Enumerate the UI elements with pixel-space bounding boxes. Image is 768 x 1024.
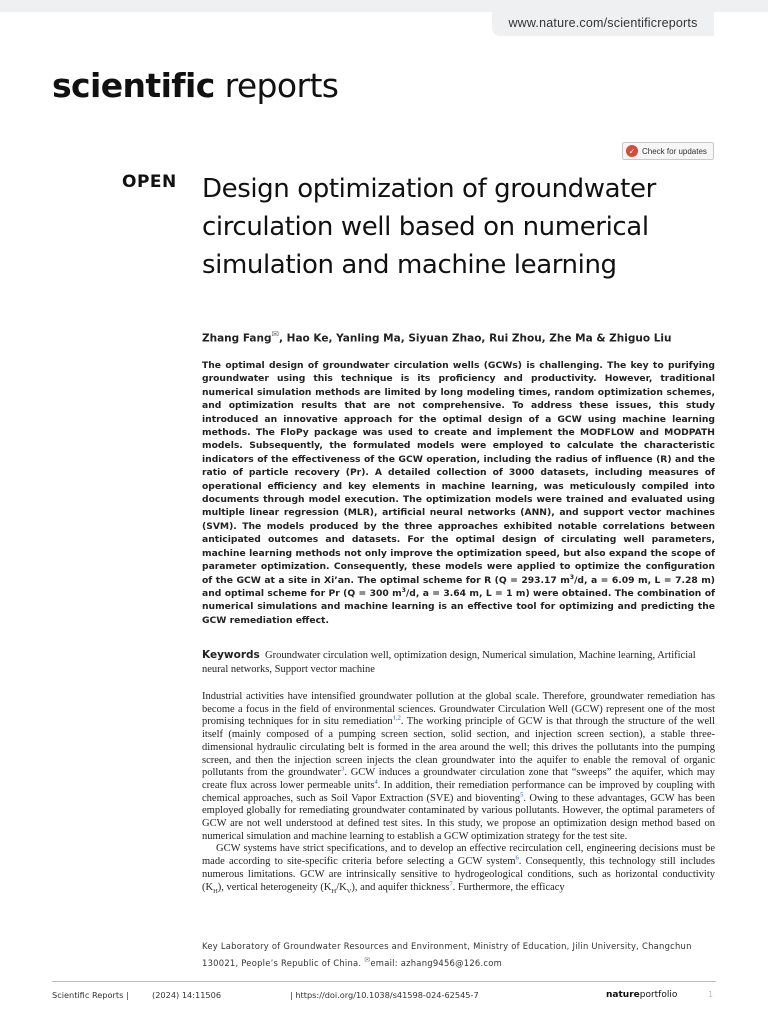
keywords bbox=[202, 648, 717, 677]
brand-light: portfolio bbox=[639, 990, 678, 1000]
article-title: Design optimization of groundwater circulation well based on numerical simulation and machine learning bbox=[202, 174, 656, 280]
abstract-part-1: The optimal design of groundwater circulation wells (GCWs) is challenging. The key to purifying groundwater using this technique is its proficiency and productivity. However, traditional numerical simulation methods are limited by long modeling times, random optimization schemes, and optimization results that are not comprehensive. To address these issues, this study introduced an innovative approach for the optimal design of a GCW using machine learning methods. The FloPy package was used to create and implement the MODFLOW and MODPATH models. Subsequently, the formulated models were employed to calculate the characteristic indicators of the effectiveness of the GCW operation, including the radius of influence (R) and the ratio of particle recovery (Pr). A detailed collection of 3000 datasets, including measures of operational efficiency and key elements in machine learning, was meticulously compiled into documents through model execution. The optimization models were trained and evaluated using multiple linear regression (MLR), artificial neural networks (ANN), and support vector machines (SVM). The models produced by the three approaches exhibited notable correlations between anticipated outcomes and datasets. For the optimal design of circulating well parameters, machine learning methods not only improve the optimization speed, but also expand the scope of parameter optimization. Consequently, these models were applied to optimize the configuration of the GCW at a site in Xi’an. The optimal scheme for R (Q = 293.17 m bbox=[202, 360, 715, 586]
other-authors: , Hao Ke, Yanling Ma, Siyuan Zhao, Rui Zhou, Zhe Ma & Zhiguo Liu bbox=[279, 332, 672, 345]
abstract-sup: 3 bbox=[569, 573, 575, 581]
citation-link[interactable]: 5 bbox=[520, 791, 524, 799]
brand-bold: nature bbox=[606, 990, 640, 1000]
nature-portfolio-logo bbox=[606, 990, 677, 1000]
subscript: H bbox=[331, 887, 337, 895]
footer-doi-link[interactable]: | https://doi.org/10.1038/s41598-024-62545-7 bbox=[290, 990, 479, 1000]
body-text-run: ), vertical heterogeneity (K bbox=[217, 881, 332, 893]
paragraph bbox=[202, 691, 715, 843]
journal-logo[interactable] bbox=[52, 66, 338, 106]
journal-url-link[interactable]: www.nature.com/scientificreports bbox=[492, 12, 714, 36]
keywords-label: Keywords bbox=[202, 649, 260, 661]
citation-link[interactable]: 7 bbox=[449, 880, 453, 888]
author-list bbox=[202, 330, 672, 345]
body-text-run: GCW systems have strict specifications, and to develop an effective recirculation cell, engineering decisions must be made according to site-specific criteria before selecting a GCW system bbox=[202, 843, 715, 868]
body-text-run: ), and aquifer thickness bbox=[351, 881, 450, 893]
body-text-run: . Owing to these advantages, GCW has been employed globally for remediating groundwater contaminated by various pollutants. However, the optimal parameters of GCW are not well understood at defined test sites. In this study, we propose an optimization design method based on numerical simulation and machine learning to establish a GCW optimization strategy for the test site. bbox=[202, 792, 716, 842]
body-text-run: . Furthermore, the efficacy bbox=[452, 881, 565, 893]
page-number: 1 bbox=[708, 990, 714, 999]
header-band bbox=[0, 0, 768, 12]
subscript: H bbox=[213, 887, 218, 895]
open-access-label: OPEN bbox=[122, 172, 177, 192]
citation-link[interactable]: 1,2 bbox=[392, 714, 401, 722]
corresponding-author[interactable]: Zhang Fang bbox=[202, 332, 272, 345]
body-text-run: . The working principle of GCW is that through the structure of the well itself (mainly composed of a pumping screen section, solid section, and injection screen section), a stable three-dimensional hydraulic circulating belt is formed in the area around the well; this drives the pollutants into the pumping screen, and then the injection screen injects the clean groundwater into the aquifer to enable the removal of organic pollutants from the groundwater bbox=[202, 716, 715, 779]
citation-link[interactable]: 3 bbox=[341, 765, 345, 773]
abstract-sup: 3 bbox=[401, 586, 406, 594]
subscript: V bbox=[346, 887, 352, 895]
envelope-icon: ✉ bbox=[364, 955, 371, 964]
paragraph: GCW systems have strict specifications, and to develop an effective recirculation cell, engineering decisions must be made according to site-specific criteria before selecting a GCW system$^6$. Consequently, this technology still includes numerous limitations. GCW are intrinsically sensitive to hydrogeological conditions, such as horizontal conductivity $(K_H)$, vertical heterogeneity $(K_H/K_V)$, and aquifer thickness$^7$. Furthermore, the efficacy bbox=[202, 843, 715, 895]
citation-link[interactable]: 6 bbox=[515, 854, 519, 862]
keywords-text: Groundwater circulation well, optimization design, Numerical simulation, Machine learning, Artificial neural networks, Support vector machine bbox=[202, 650, 696, 675]
footer-volume: (2024) 14:11506 bbox=[152, 990, 222, 1000]
footer-journal: Scientific Reports | bbox=[52, 990, 129, 1000]
abstract bbox=[202, 359, 715, 627]
email-link[interactable]: email: azhang9456@126.com bbox=[370, 957, 503, 968]
crossmark-icon: ✓ bbox=[626, 145, 638, 157]
journal-logo-light: reports bbox=[214, 66, 339, 105]
check-updates-button[interactable] bbox=[622, 142, 714, 160]
check-updates-label: Check for updates bbox=[642, 146, 707, 156]
abstract-part-3: /d, a = 3.64 m, L = 1 m) were obtained. The combination of numerical simulations and machine learning is an effective tool for optimizing and predicting the GCW remediation effect. bbox=[202, 587, 716, 626]
body-text bbox=[202, 691, 715, 894]
journal-logo-bold: scientific bbox=[52, 66, 215, 105]
body-text-run: . In addition, their remediation performance can be improved by coupling with chemical approaches, such as Soil Vapor Extraction (SVE) and bioventing bbox=[202, 779, 715, 804]
body-text-run: Industrial activities have intensified groundwater pollution at the global scale. Therefore, groundwater remediation has become a focus in the field of environmental sciences. Groundwater Circulation Well (GCW) represent one of the most promising techniques for in situ remediation bbox=[202, 691, 715, 728]
abstract-part-2: /d, a = 6.09 m, L = 7.28 m) and optimal scheme for Pr (Q = 300 m bbox=[202, 574, 715, 599]
envelope-icon[interactable]: ✉ bbox=[271, 330, 280, 340]
affiliation bbox=[202, 940, 717, 970]
body-text-run: . Consequently, this technology still includes numerous limitations. GCW are intrinsically sensitive to hydrogeological conditions, such as horizontal conductivity (K bbox=[202, 856, 715, 893]
affiliation-text: Key Laboratory of Groundwater Resources and Environment, Ministry of Education, Jilin University, Changchun 130021, People’s Republic of China. bbox=[202, 941, 692, 968]
body-text-run: . GCW induces a groundwater circulation zone that “sweeps” the aquifer, which may create flux across lower permeable units bbox=[202, 767, 716, 791]
footer-divider bbox=[52, 981, 716, 982]
citation-link[interactable]: 4 bbox=[374, 778, 378, 786]
